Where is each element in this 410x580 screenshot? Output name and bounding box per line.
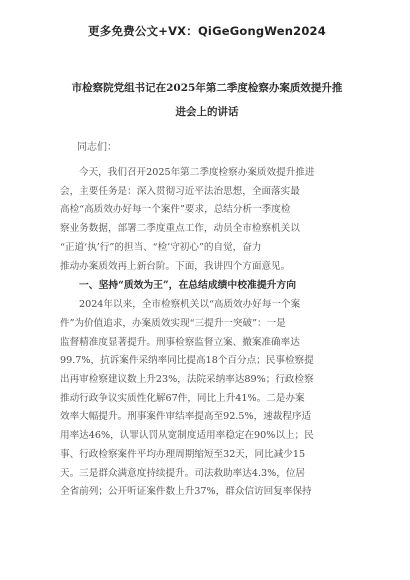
salutation: 同志们： [77,142,117,153]
section-1-line: 件”为价值追求，办案质效实现“三提升一突破”：一是 [60,317,286,329]
section-1-line: 全省前列；公开听证案件数上升37%，群众信访回复率保持 [60,486,312,498]
intro-line: 今天，我们召开2025年第二季度检察办案质效提升推进 [79,167,315,178]
section-1-line: 天。三是群众满意度持续提升。司法救助率达4.3%，位居 [60,467,306,479]
section-1-line: 推动行政争议实质性化解67件，同比上升41%。二是办案 [60,392,305,404]
section-1-line: 事、行政检察案件平均办理周期缩短至32天，同比减少15 [60,448,306,460]
section-1-line: 99.7%，抗诉案件采纳率同比提高18个百分点；民事检察提 [60,355,314,367]
section-1-line: 监督精准度显著提升。刑事检察监督立案、撤案准确率达 [60,336,300,348]
intro-line: 推动办案质效再上新台阶。下面，我讲四个方面意见。 [60,260,291,272]
section-1-line: 2024年以来，全市检察机关以“高质效办好每一个案 [79,299,301,311]
speech-title-line-1: 市检察院党组书记在2025年第二季度检察办案质效提升推 [71,82,343,94]
section-1-line: 效率大幅提升。刑事案件审结率提高至92.5%，速裁程序适 [60,411,312,423]
section-1-heading: 一、坚持“质效为王”，在总结成绩中校准提升方向 [79,280,297,292]
section-1-line: 出再审检察建议数上升23%，法院采纳率达89%；行政检察 [60,374,314,386]
intro-line: 高检“高质效办好每一个案件”要求，总结分析一季度检 [60,204,291,216]
section-1-line: 用率达46%，认罪认罚从宽制度适用率稳定在90%以上；民 [60,430,314,442]
section-1-paragraph [60,296,354,502]
speech-title [60,76,354,124]
intro-line: “正道‘执’行”的担当、“检’守初心”的自觉，奋力 [60,241,262,253]
intro-line: 察业务数据，部署二季度重点工作，动员全市检察机关以 [60,223,300,235]
promo-banner: 更多免费公文+VX：QiGeGongWen2024 [88,24,326,38]
speech-title-line-2: 进会上的讲话 [175,106,239,118]
intro-paragraph [60,164,354,276]
intro-line: 会，主要任务是：深入贯彻习近平法治思想，全面落实最 [60,185,300,197]
